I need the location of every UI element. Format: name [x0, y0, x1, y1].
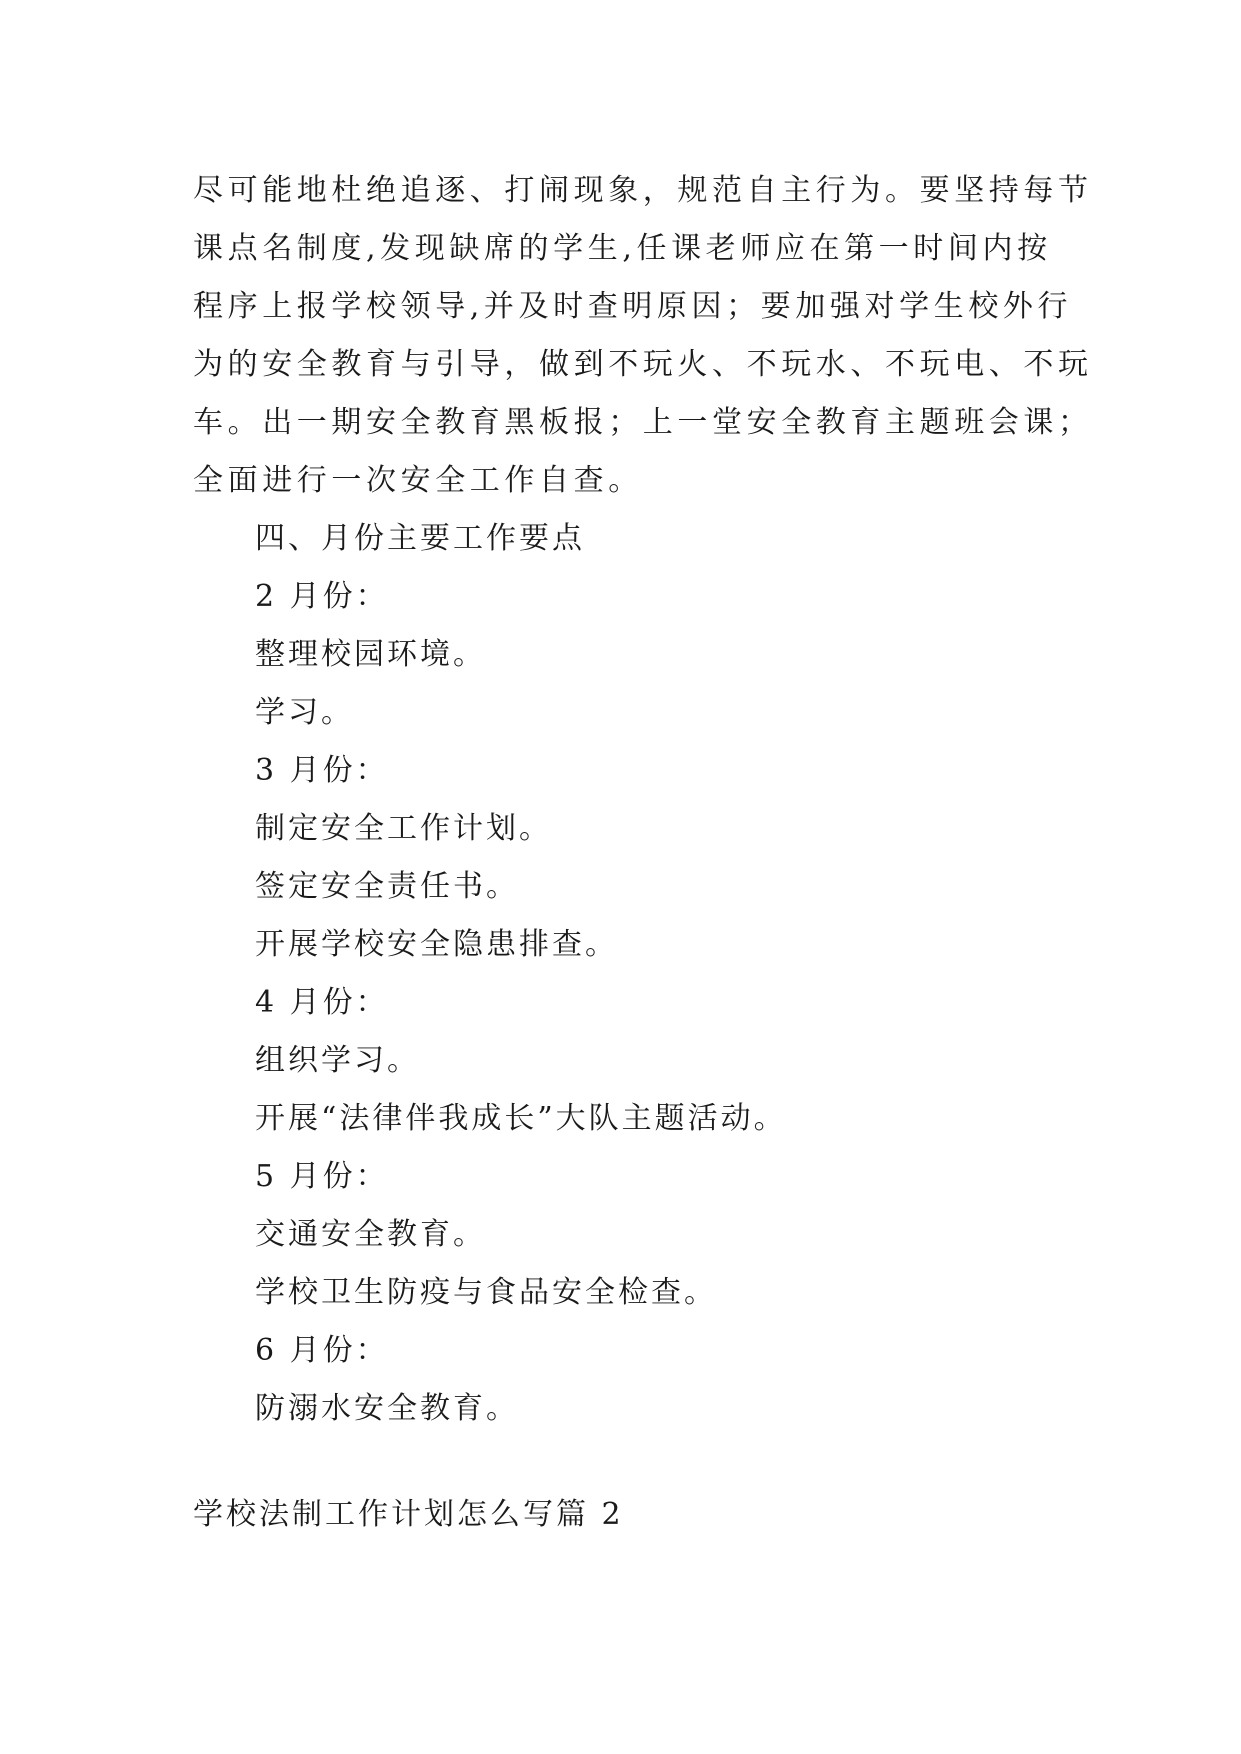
- paragraph-line: 课点名制度,发现缺席的学生,任课老师应在第一时间内按: [193, 231, 1052, 266]
- list-item: 开展学校安全隐患排查。: [255, 927, 618, 962]
- paragraph-line: 车。出一期安全教育黑板报；上一堂安全教育主题班会课；: [193, 405, 1093, 440]
- paragraph-line: 程序上报学校领导,并及时查明原因；要加强对学生校外行: [193, 289, 1073, 324]
- month-label: 2 月份：: [255, 579, 389, 614]
- list-item: 制定安全工作计划。: [255, 811, 552, 846]
- paragraph-line: 为的安全教育与引导，做到不玩火、不玩水、不玩电、不玩: [193, 347, 1093, 382]
- list-item: 签定安全责任书。: [255, 869, 519, 904]
- next-section-title: 学校法制工作计划怎么写篇 2: [193, 1497, 624, 1532]
- paragraph-line: 全面进行一次安全工作自查。: [193, 463, 643, 498]
- list-item: 组织学习。: [255, 1043, 420, 1078]
- month-label: 5 月份：: [255, 1159, 389, 1194]
- paragraph-line: 尽可能地杜绝追逐、打闹现象，规范自主行为。要坚持每节: [193, 173, 1093, 208]
- list-item: 开展“法律伴我成长”大队主题活动。: [255, 1101, 787, 1136]
- section-heading: 四、月份主要工作要点: [255, 521, 585, 556]
- list-item: 学校卫生防疫与食品安全检查。: [255, 1275, 717, 1310]
- month-label: 4 月份：: [255, 985, 389, 1020]
- month-label: 6 月份：: [255, 1333, 389, 1368]
- monthly-work-list: [255, 510, 1075, 1438]
- body-paragraph: [193, 162, 1093, 510]
- list-item: 学习。: [255, 695, 354, 730]
- list-item: 防溺水安全教育。: [255, 1391, 519, 1426]
- list-item: 整理校园环境。: [255, 637, 486, 672]
- month-label: 3 月份：: [255, 753, 389, 788]
- list-item: 交通安全教育。: [255, 1217, 486, 1252]
